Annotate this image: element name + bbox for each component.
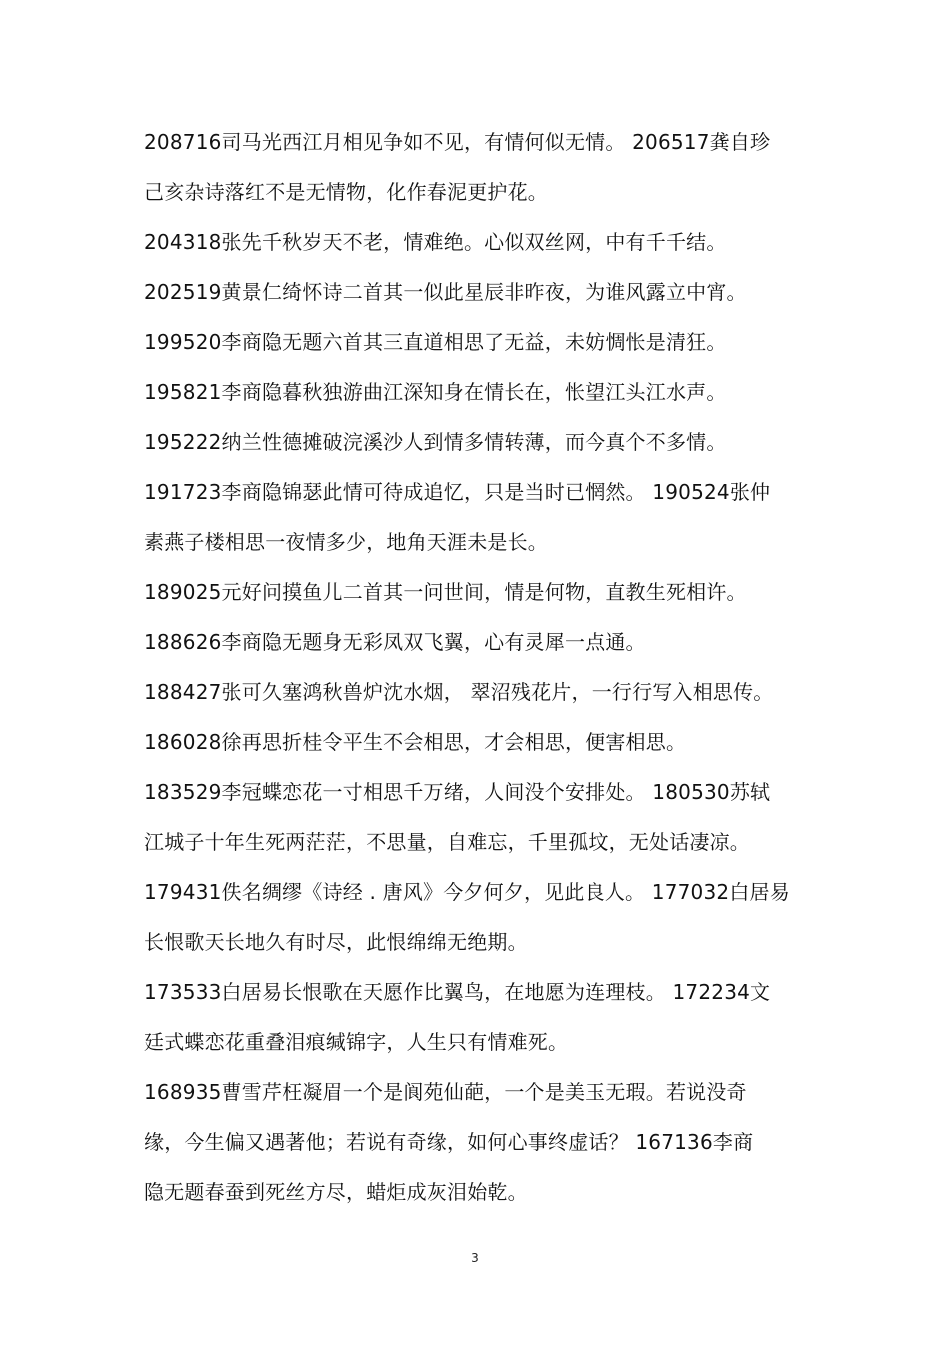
- text-line: 191723李商隐锦瑟此情可待成追忆，只是当时已惘然。 190524张仲: [144, 480, 771, 504]
- text-line: 173533白居易长恨歌在天愿作比翼鸟，在地愿为连理枝。 172234文: [144, 980, 771, 1004]
- text-line: 195222纳兰性德摊破浣溪沙人到情多情转薄，而今真个不多情。: [144, 430, 727, 454]
- text-line: 179431佚名绸缪《诗经 . 唐风》今夕何夕，见此良人。 177032白居易: [144, 880, 790, 904]
- text-line: 195821李商隐暮秋独游曲江深知身在情长在，怅望江头江水声。: [144, 380, 727, 404]
- text-line: 202519黄景仁绮怀诗二首其一似此星辰非昨夜，为谁风露立中宵。: [144, 280, 747, 304]
- text-line: 己亥杂诗落红不是无情物，化作春泥更护花。: [144, 180, 548, 204]
- text-line: 208716司马光西江月相见争如不见，有情何似无情。 206517龚自珍: [144, 130, 771, 154]
- text-line: 188427张可久塞鸿秋兽炉沈水烟， 翠沼残花片，一行行写入相思传。: [144, 680, 774, 704]
- text-line: 隐无题春蚕到死丝方尽，蜡炬成灰泪始乾。: [144, 1180, 528, 1204]
- page-number: 3: [471, 1251, 479, 1265]
- text-line: 缘，今生偏又遇著他；若说有奇缘，如何心事终虚话？ 167136李商: [144, 1130, 754, 1154]
- text-line: 199520李商隐无题六首其三直道相思了无益，未妨惆怅是清狂。: [144, 330, 727, 354]
- text-line: 江城子十年生死两茫茫，不思量，自难忘，千里孤坟，无处话凄凉。: [144, 830, 750, 854]
- text-line: 168935曹雪芹枉凝眉一个是阆苑仙葩，一个是美玉无瑕。若说没奇: [144, 1080, 747, 1104]
- text-line: 183529李冠蝶恋花一寸相思千万绪，人间没个安排处。 180530苏轼: [144, 780, 771, 804]
- text-line: 189025元好问摸鱼儿二首其一问世间，情是何物，直教生死相许。: [144, 580, 747, 604]
- poem-text-block: [144, 121, 809, 1221]
- text-line: 188626李商隐无题身无彩凤双飞翼，心有灵犀一点通。: [144, 630, 646, 654]
- text-line: 廷式蝶恋花重叠泪痕缄锦字，人生只有情难死。: [144, 1030, 569, 1054]
- text-line: 204318张先千秋岁天不老，情难绝。心似双丝网，中有千千结。: [144, 230, 727, 254]
- text-line: 素燕子楼相思一夜情多少，地角天涯未是长。: [144, 530, 548, 554]
- text-line: 186028徐再思折桂令平生不会相思，才会相思，便害相思。: [144, 730, 687, 754]
- text-line: 长恨歌天长地久有时尽，此恨绵绵无绝期。: [144, 930, 528, 954]
